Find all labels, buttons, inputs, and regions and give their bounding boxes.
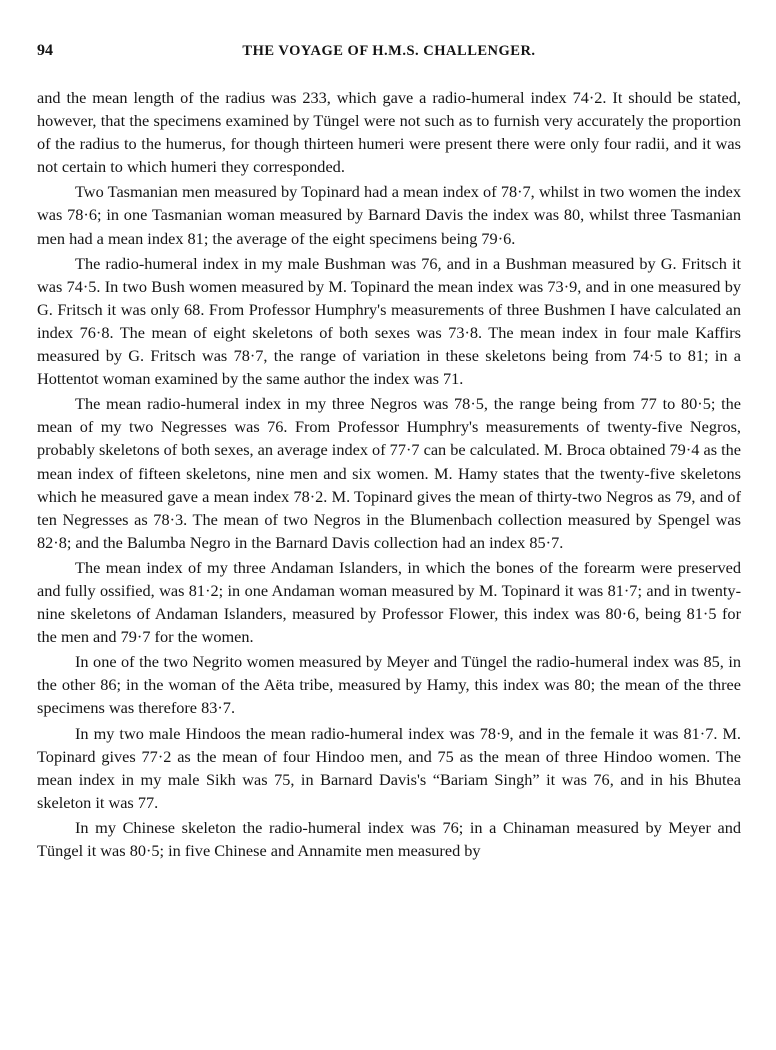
paragraph-tasmanians: Two Tasmanian men measured by Topinard had a mean index of 78·7, whilst in two women the index was 78·6; in one Tasmanian woman measured by Barnard Davis the index was 80, whilst three Tasmanian men had a mean index 81; the average of the eight specimens being 79·6. xyxy=(37,182,741,248)
paragraph-andaman-islanders: The mean index of my three Andaman Islanders, in which the bones of the forearm were preserved and fully ossified, was 81·2; in one Andaman woman measured by M. Topinard it was 81·7; and in twenty-nine skeletons of Andaman Islanders, measured by Professor Flower, this index was 80·6, being 81·5 for the men and 79·7 for the women. xyxy=(37,557,741,647)
paragraph-negros: The mean radio-humeral index in my three Negros was 78·5, the range being from 77 to 80·5; the mean of my two Negresses was 76. From Professor Humphry's measurements of twenty-five Negros, probably skeletons of both sexes, an average index of 77·7 can be calculated. M. Broca obtained 79·4 as the mean index of fifteen skeletons, nine men and six women. M. Hamy states that the twenty-five skeletons which he measured gave a mean index 78·2. M. Topinard gives the mean of thirty-two Negros as 79, and of ten Negresses as 78·3. The mean of two Negros in the Blumenbach collection measured by Spengel was 82·8; and the Balumba Negro in the Barnard Davis collection had an index 85·7. xyxy=(37,394,741,552)
paragraph-negritos: In one of the two Negrito women measured by Meyer and Tüngel the radio-humeral index was 85, in the other 86; in the woman of the Aëta tribe, measured by Hamy, this index was 80; the mean of the three specimens was therefore 83·7. xyxy=(37,652,741,718)
body-text xyxy=(37,86,741,862)
document-page xyxy=(37,42,741,864)
page-number: 94 xyxy=(37,42,53,59)
paragraph-chinese: In my Chinese skeleton the radio-humeral index was 76; in a Chinaman measured by Meyer and Tüngel it was 80·5; in five Chinese and Annamite men measured by xyxy=(37,817,741,860)
page-header xyxy=(37,42,741,68)
paragraph-radius-continuation: and the mean length of the radius was 233, which gave a radio-humeral index 74·2. It should be stated, however, that the specimens examined by Tüngel were not such as to furnish very accurately the proportion of the radius to the humerus, for though thirteen humeri were present there were only four radii, and it was not certain to which humeri they corresponded. xyxy=(37,88,741,177)
paragraph-bushmen: The radio-humeral index in my male Bushman was 76, and in a Bushman measured by G. Fritsch it was 74·5. In two Bush women measured by M. Topinard the mean index was 73·9, and in one measured by G. Fritsch it was only 68. From Professor Humphry's measurements of three Bushmen I have calculated an index 76·8. The mean of eight skeletons of both sexes was 73·8. The mean index in four male Kaffirs measured by G. Fritsch was 78·7, the range of variation in these skeletons being from 74·5 to 81; in a Hottentot woman examined by the same author the index was 71. xyxy=(37,253,741,389)
running-title: THE VOYAGE OF H.M.S. CHALLENGER. xyxy=(242,43,536,59)
paragraph-hindoos: In my two male Hindoos the mean radio-humeral index was 78·9, and in the female it was 81·7. M. Topinard gives 77·2 as the mean of four Hindoo men, and 75 as the mean of three Hindoo women. The mean index in my male Sikh was 75, in Barnard Davis's “Bariam Singh” it was 76, and in his Bhutea skeleton it was 77. xyxy=(37,723,741,812)
